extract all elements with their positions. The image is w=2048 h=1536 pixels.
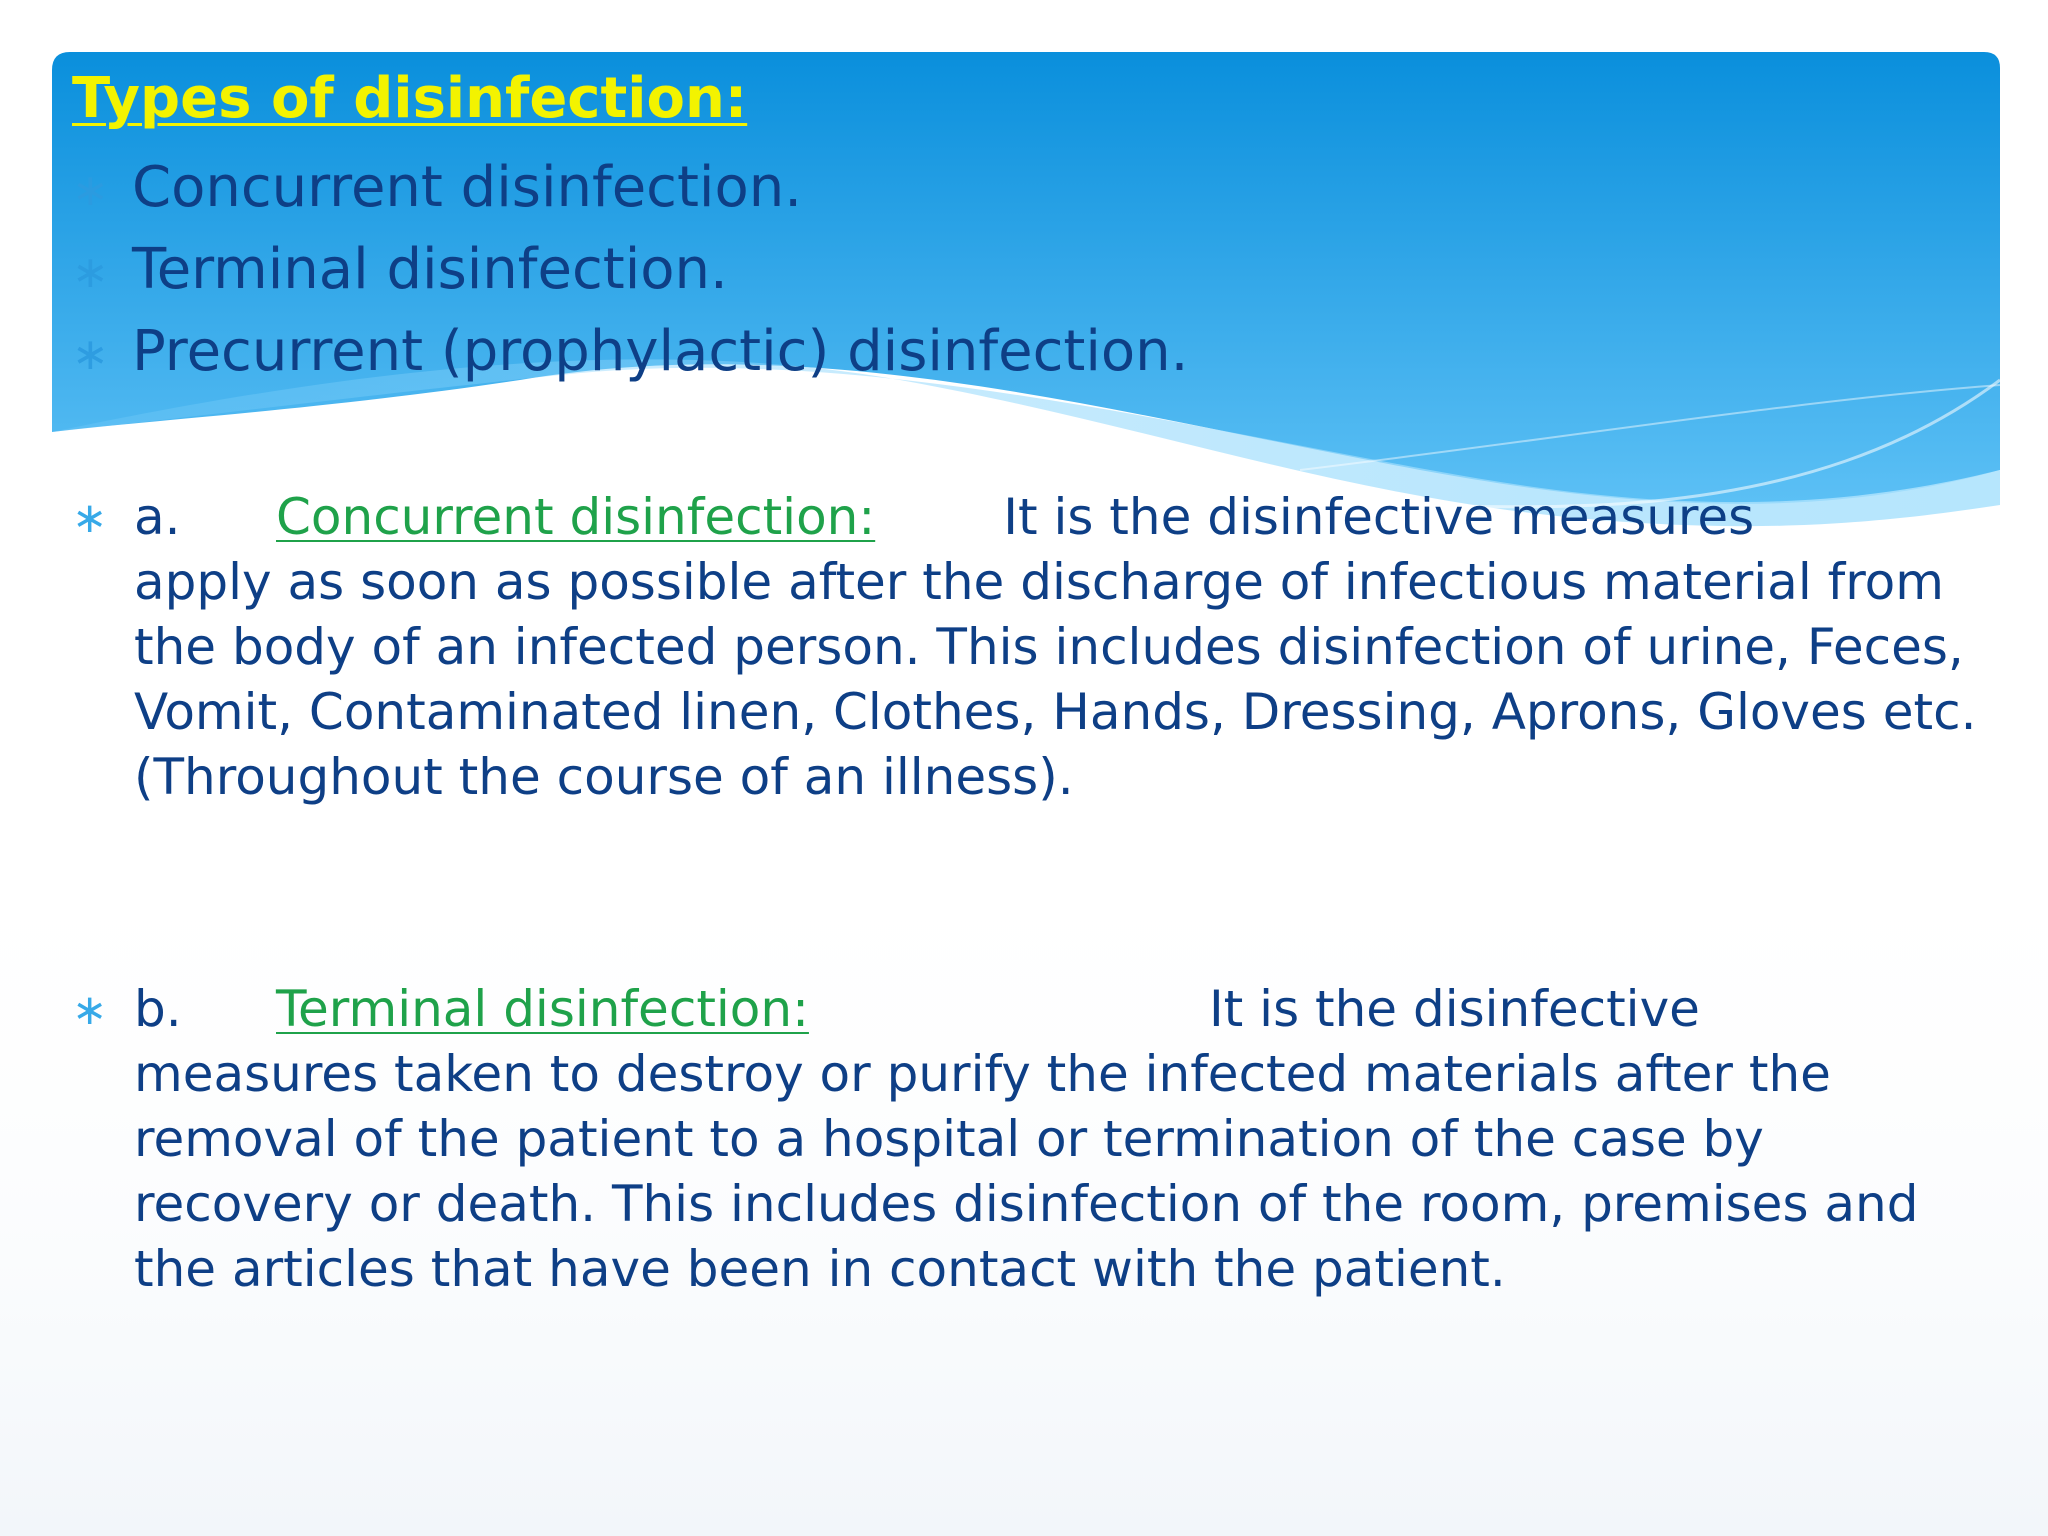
paragraph-heading: Terminal disinfection: [276,980,809,1038]
asterisk-bullet-icon: ∗ [72,985,108,1034]
paragraph-text: measures taken to destroy or purify the infected materials after the removal of the patient to a hospital or termination of the case by recovery or death. This includes disinfection of the room, premises and the articles that have been in contact with the patient. [134,1045,1919,1298]
type-item-label: Concurrent disinfection. [132,155,803,220]
type-item-concurrent [72,155,803,220]
type-item-terminal [72,237,728,302]
paragraph-concurrent [72,485,1992,810]
paragraph-text: apply as soon as possible after the discharge of infectious material from the body of an infected person. This includes disinfection of urine, Feces, Vomit, Contaminated linen, Clothes, Hands, Dressing, Aprons, Gloves etc. (Throughout the course of an illness). [134,553,1977,806]
asterisk-bullet-icon: ∗ [72,328,109,380]
paragraph-lead: It is the disinfective [1208,980,1700,1038]
type-item-label: Precurrent (prophylactic) disinfection. [132,319,1189,384]
paragraph-terminal [72,977,1992,1302]
paragraph-lead: It is the disinfective measures [1003,488,1755,546]
type-item-label: Terminal disinfection. [132,237,728,302]
paragraph-heading: Concurrent disinfection: [276,488,876,546]
slide-title: Types of disinfection: [72,66,748,131]
asterisk-bullet-icon: ∗ [72,164,109,216]
type-item-precurrent [72,319,1189,384]
asterisk-bullet-icon: ∗ [72,493,108,542]
paragraph-letter: a. [134,488,181,546]
paragraph-letter: b. [134,980,182,1038]
asterisk-bullet-icon: ∗ [72,246,109,298]
